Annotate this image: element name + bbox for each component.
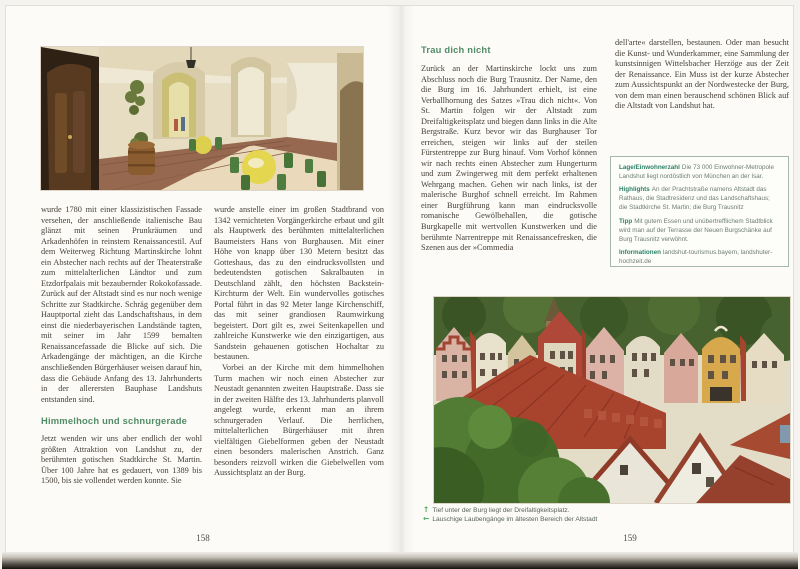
info-label: Tipp: [619, 217, 633, 225]
info-text: Die 73 000 Einwohner-Metropole Landshut liegt nordöstlich von München an der Isar.: [619, 164, 774, 180]
wooden-door: [41, 47, 99, 190]
left-page-column-2: [214, 205, 384, 523]
page-number-right: 159: [623, 533, 637, 543]
section-heading-trau-dich-nicht: Trau dich nicht: [421, 44, 491, 55]
photo-caption-left: [423, 514, 753, 523]
book-edge-shadow: [2, 552, 798, 569]
body-paragraph: Jetzt wenden wir uns aber endlich der wohl größten Attraktion von Landshut zu, der berühmten gotischen Stadtkirche St. Martin. Über 100 Jahre hat es gedauert, von 1389 bis 1500, bis sie vollendet werden konnte. Sie: [41, 434, 202, 486]
info-label: Highlights: [619, 186, 650, 194]
info-text: landshut-tourismus.bayern, landshuter-hochzeit.de: [619, 249, 773, 265]
arcade-photo-illustration: [41, 47, 363, 190]
right-page-column-2: [615, 38, 789, 150]
body-paragraph: wurde 1780 mit einer klassizistischen Fassade versehen, der anschließende italienische Bau glänzt mit seinen Prunkräumen und Arkadenhöfen in reinstem Renaissancestil. Auf dem Weiterweg Richtung Martinskirche lohnt ein Abstecher nach rechts auf der Theaterstraße zum mittelalterlichen Ländtor und zum Etzdorfpalais mit bezaubernder Rokokofassade. Zurück auf der Altstadt sind es nur noch wenige Schritte zur Stadtkirche. Schräg gegenüber dem Hauptportal zieht das Landschaftshaus, in dem einst die niederbayerischen Landstände tagten, mit seiner im Jahr 1599 bemalten Renaissancefassade die Blicke auf sich. Die Arkadengänge der mächtigen, an die Kirche anschließenden Bürgerhäuser weisen darauf hin, dass die Gebäude Anfang des 13. Jahrhunderts in der allerersten Bauphase Landshuts entstanden sind.: [41, 205, 202, 404]
body-paragraph: Vorbei an der Kirche mit dem himmelhohen Turm machen wir noch einen Abstecher zur Neustadt genannten zweiten Hauptstraße. Dass sie in der zweiten Hälfte des 13. Jahrhunderts planvoll angelegt wurde, erkennt man an ihrem schnurgeraden Verlauf. Die herrlichen, mittelalterlichen Bürgerhäuser mit ihren vielfältigen Giebelformen geben der Neustadt einen besonders malerischen Anstrich. Ganz besonders reizvoll wirken die Giebelwellen vom Aussichtsplatz an der Burg.: [214, 362, 384, 478]
rooftops-photo: [434, 297, 790, 503]
info-item-tipp: [619, 218, 780, 245]
info-text: Mit gutem Essen und unübertrefflichem Stadtblick wird man auf der Terrasse der Neuen Burgschänke auf Burg Trausnitz verwöhnt.: [619, 217, 773, 243]
page-gutter: [387, 6, 415, 553]
caption-arrow-left-icon: ←: [423, 514, 430, 523]
info-label: Lage/Einwohnerzahl: [619, 164, 680, 171]
info-item-highlights: [619, 186, 780, 213]
body-paragraph: wurde anstelle einer im großen Stadtbrand von 1342 vernichteten Vorgängerkirche erbaut und gilt als Hauptwerk des berühmten mittelalterlichen Baumeisters Hans von Burghausen. Mit einer Höhe von knapp über 130 Metern besitzt das Gotteshaus, das zu den eindrucksvollsten und bedeutendsten gotischen Sakralbauten in Deutschland zählt, den höchsten Backstein-Kirchturm der Welt. Ein wundervolles gotisches Portal führt in das 92 Meter lange Kirchenschiff, das mit seiner grandiosen Raumwirkung begeistert. Dort gilt es, zwei Seitenkapellen und zahlreiche Kunstwerke wie den einzigartigen, aus Sandstein gehauenen gotischen Hochaltar zu bestaunen.: [214, 205, 384, 362]
right-page-column-1: [421, 64, 597, 296]
caption-text: Tief unter der Burg liegt der Dreifaltigkeitsplatz.: [432, 507, 570, 514]
info-box: [610, 156, 789, 267]
page-number-left: 158: [196, 533, 210, 543]
info-item-lage: [619, 164, 780, 182]
rooftops-photo-illustration: [434, 297, 790, 503]
caption-text: Lauschige Laubengänge im ältesten Bereich der Altstadt: [432, 516, 598, 523]
photo-caption-top: [423, 505, 753, 514]
body-paragraph: dell'arte« darstellen, bestaunen. Oder man besucht die Kunst- und Wunderkammer, eine Sammlung der kunstsinnigen Wittelsbacher Herzöge aus der Zeit der Renaissance. Ein Muss ist der kurze Abstecher zum Aussichtspunkt an der Nordwestecke der Burg, von dem man einen berauschend schönen Blick auf die Altstadt von Landshut hat.: [615, 38, 789, 111]
info-text: An der Prachtstraße namens Altstadt das Rathaus, die Stadtresidenz und das Landschaftshaus; die Stadtkirche St. Martin; die Burg Trausnitz: [619, 186, 770, 212]
info-item-informationen: [619, 249, 780, 267]
caption-arrow-up-icon: ↑: [423, 505, 430, 514]
section-heading-himmelhoch: Himmelhoch und schnurgerade: [41, 415, 188, 427]
left-page-column-1: [41, 205, 202, 523]
info-label: Informationen: [619, 249, 661, 256]
body-paragraph: Zurück an der Martinskirche lockt uns zum Abschluss noch die Burg Trausnitz. Der Name, den die Burg im 16. Jahrhundert erhielt, ist eine Verballhornung des Satzes »Trau dich nicht«. Von St. Martin folgen wir der Altstadt zum Dreifaltigkeitsplatz und biegen dann links in die Alte Bergstraße. Kurz bevor wir das Burghauser Tor erreichen, steigen wir links auf der steilen Fürstentreppe zur Burg hinauf. Vom Vorhof können wir nach rechts einen Abstecher zum Hungerturm und zum Zwingerweg mit dem perfekt erhaltenen Wehrgang machen. Gehen wir nach links, ist der malerische Burghof schnell erreicht. Im Rahmen einer Burgführung kann man eindrucksvolle romanische Gewölbehallen, die gotische Burgkapelle mit wertvollen Kunstwerken und die berühmte Narrentreppe mit Renaissancefresken, die Szenen aus der »Commedia: [421, 64, 597, 253]
arcade-courtyard-photo: [41, 47, 363, 190]
